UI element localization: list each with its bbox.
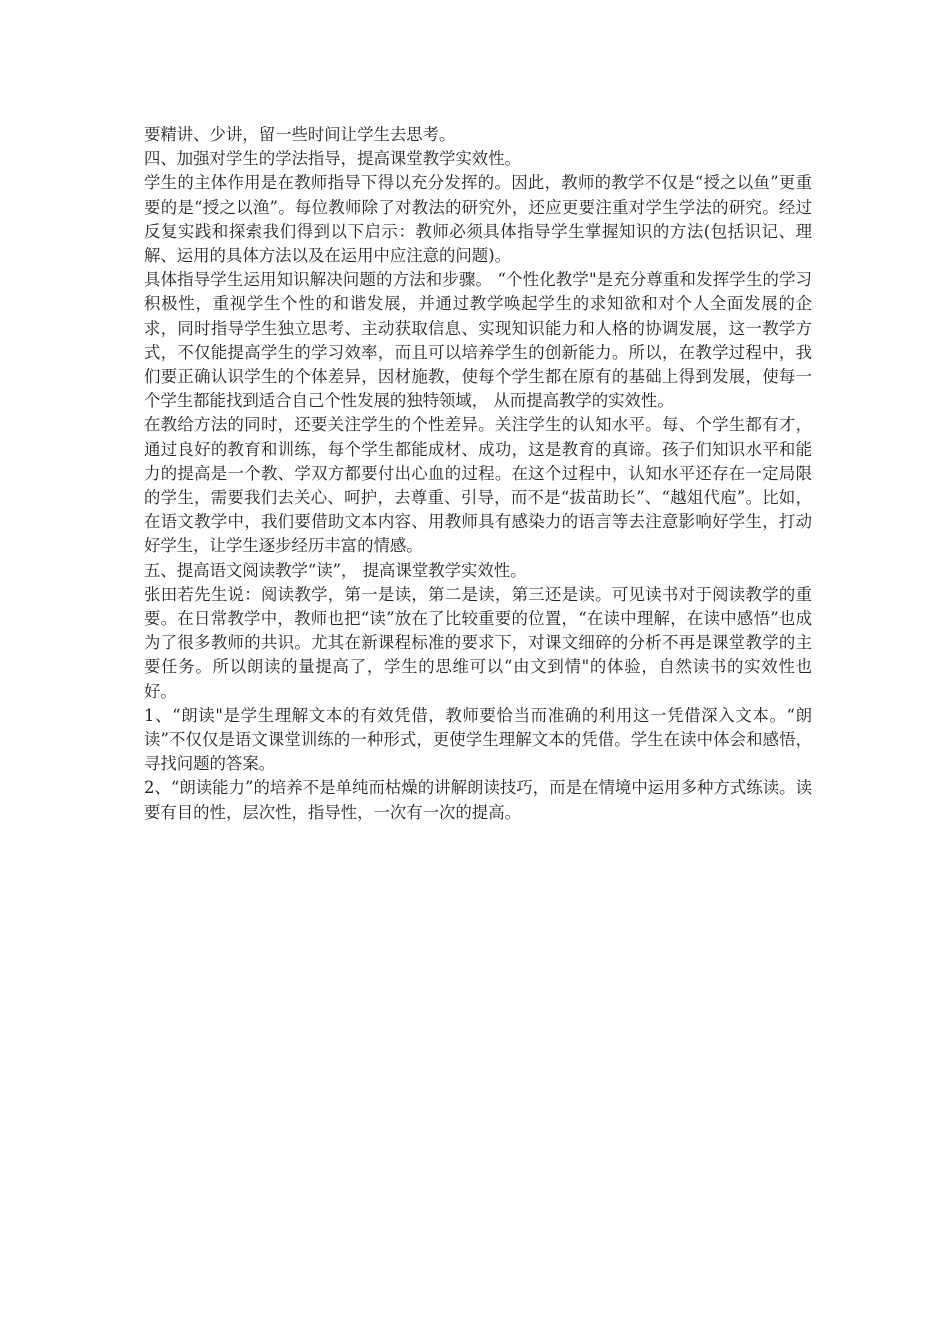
paragraph-personalized-teaching: 具体指导学生运用知识解决问题的方法和步骤。 “个性化教学"是充分尊重和发挥学生的学习积极性，重视学生个性的和谐发展，并通过教学唤起学生的求知欲和对个人全面发展的企求，同时指导学生独立思考、主动获取信息、实现知识能力和人格的协调发展，这一教学方式，不仅能提高学生的学习效率，而且可以培养学生的创新能力。所以，在教学过程中，我们要正确认识学生的个体差异，因材施教，使每个学生都在原有的基础上得到发展，使每一个学生都能找到适合自己个性发展的独特领域， 从而提高教学的实效性。 bbox=[144, 270, 812, 411]
paragraph-continuation: 要精讲、少讲，留一些时间让学生去思考。 bbox=[144, 125, 456, 144]
list-item-2: 2、“朗读能力”的培养不是单纯而枯燥的讲解朗读技巧，而是在情境中运用多种方式练读。读要有目的性，层次性，指导性，一次有一次的提高。 bbox=[144, 778, 812, 822]
paragraph-study-methods: 学生的主体作用是在教师指导下得以充分发挥的。因此，教师的教学不仅是“授之以鱼”更重要的是“授之以渔”。每位教师除了对教法的研究外，还应更要注重对学生学法的研究。经过反复实践和探索我们得到以下启示：教师必须具体指导学生掌握知识的方法(包括识记、理解、运用的具体方法以及在运用中应注意的问题)。 bbox=[144, 173, 812, 266]
section-heading-4: 四、加强对学生的学法指导，提高课堂教学实效性。 bbox=[144, 149, 521, 169]
list-item-1: 1、“朗读"是学生理解文本的有效凭借，教师要恰当而准确的利用这一凭借深入文本。“朗读”不仅仅是语文课堂训练的一种形式，更使学生理解文本的凭借。学生在读中体会和感悟，寻找问题的答案。 bbox=[144, 705, 812, 774]
section-heading-5: 五、提高语文阅读教学“读”， 提高课堂教学实效性。 bbox=[144, 560, 527, 580]
paragraph-reading-teaching: 张田若先生说：阅读教学，第一是读，第二是读，第三还是读。可见读书对于阅读教学的重要。在日常教学中，教师也把“读”放在了比较重要的位置，“在读中理解，在读中感悟”也成为了很多教师的共识。尤其在新课程标准的要求下，对课文细碎的分析不再是课堂教学的主要任务。所以朗读的量提高了，学生的思维可以“由文到情"的体验，自然读书的实效性也好。 bbox=[144, 584, 812, 701]
document-body bbox=[144, 123, 812, 825]
paragraph-individual-differences: 在教给方法的同时，还要关注学生的个性差异。关注学生的认知水平。每、个学生都有才，通过良好的教育和训练，每个学生都能成材、成功，这是教育的真谛。孩子们知识水平和能力的提高是一个教、学双方都要付出心血的过程。在这个过程中，认知水平还存在一定局限的学生，需要我们去关心、呵护，去尊重、引导，而不是“拔苗助长”、“越俎代庖”。比如，在语文教学中，我们要借助文本内容、用教师具有感染力的语言等去注意影响好学生，打动好学生，让学生逐步经历丰富的情感。 bbox=[144, 415, 812, 556]
